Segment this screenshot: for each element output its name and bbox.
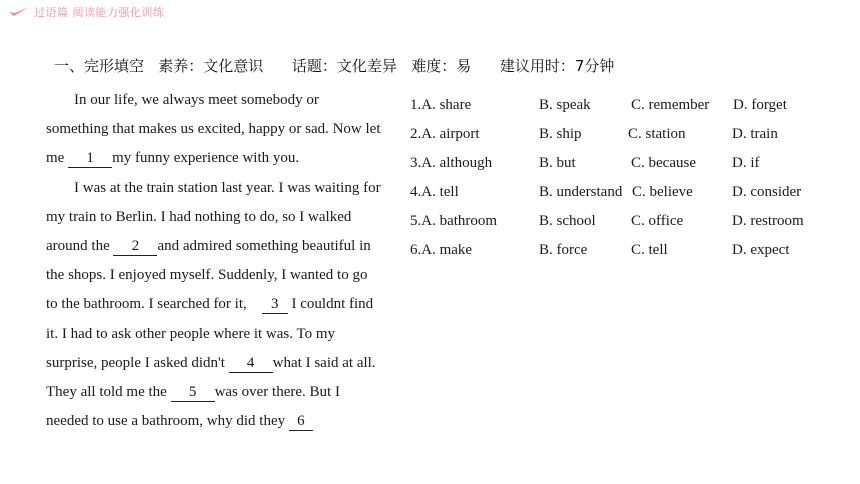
- brand-swoosh-icon: [8, 6, 30, 18]
- option-c: C. station: [628, 126, 686, 142]
- blank-6: 6: [289, 412, 313, 431]
- passage-text: what I said at all. They all told me the: [46, 354, 376, 401]
- option-row-4: [410, 184, 830, 213]
- answer-options: [410, 97, 830, 271]
- blank-4: 4: [229, 354, 273, 373]
- option-b: B. ship: [539, 126, 582, 142]
- passage-text: In our life, we always meet somebody or something that makes us excited, happy or sad. Now let me: [46, 92, 381, 167]
- passage-text: I couldnt find it. I had to ask other people where it was. To my surprise, people I asked didn't: [46, 296, 374, 371]
- option-a: 4.A. tell: [410, 184, 459, 200]
- option-row-1: [410, 97, 830, 126]
- option-d: D. consider: [732, 184, 802, 200]
- section-heading: 一、完形填空 素养：文化意识 话题：文化差异 难度：易 建议用时：7分钟: [54, 57, 615, 75]
- option-d: D. expect: [732, 242, 790, 258]
- passage-text: and admired something beautiful in the shops. I enjoyed myself. Suddenly, I wanted to go to the bathroom. I searched for it,: [46, 238, 371, 313]
- option-a: 1.A. share: [410, 97, 472, 113]
- option-a: 2.A. airport: [410, 126, 480, 142]
- option-b: B. school: [539, 213, 596, 229]
- option-row-5: [410, 213, 830, 242]
- brand-logo: [8, 4, 165, 20]
- option-row-2: [410, 126, 830, 155]
- brand-text: 过语篇 阅读能力强化训练: [34, 6, 165, 19]
- passage-paragraph-2: [46, 174, 381, 437]
- passage: [46, 86, 381, 436]
- passage-text: was over there. But I needed to use a bathroom, why did they: [46, 384, 340, 430]
- option-a: 5.A. bathroom: [410, 213, 498, 229]
- passage-paragraph-1: [46, 86, 381, 174]
- option-d: D. if: [732, 155, 760, 171]
- option-b: B. force: [539, 242, 588, 258]
- option-b: B. but: [539, 155, 576, 171]
- blank-5: 5: [171, 383, 215, 402]
- option-row-6: [410, 242, 830, 271]
- option-c: C. office: [631, 213, 684, 229]
- blank-2: 2: [113, 237, 157, 256]
- option-d: D. train: [732, 126, 778, 142]
- option-c: C. tell: [631, 242, 668, 258]
- passage-text: my funny experience with you.: [112, 150, 300, 167]
- option-c: C. believe: [632, 184, 693, 200]
- passage-text: I was at the train station last year. I was waiting for my train to Berlin. I had nothing to do, so I walked around the: [46, 179, 381, 255]
- option-b: B. speak: [539, 97, 591, 113]
- blank-3: 3: [262, 295, 288, 314]
- option-c: C. remember: [631, 97, 710, 113]
- option-row-3: [410, 155, 830, 184]
- option-d: D. restroom: [732, 213, 804, 229]
- blank-1: 1: [68, 149, 112, 168]
- option-d: D. forget: [733, 97, 787, 113]
- option-c: C. because: [631, 155, 696, 171]
- option-a: 6.A. make: [410, 242, 473, 258]
- option-b: B. understand: [539, 184, 623, 200]
- option-a: 3.A. although: [410, 155, 493, 171]
